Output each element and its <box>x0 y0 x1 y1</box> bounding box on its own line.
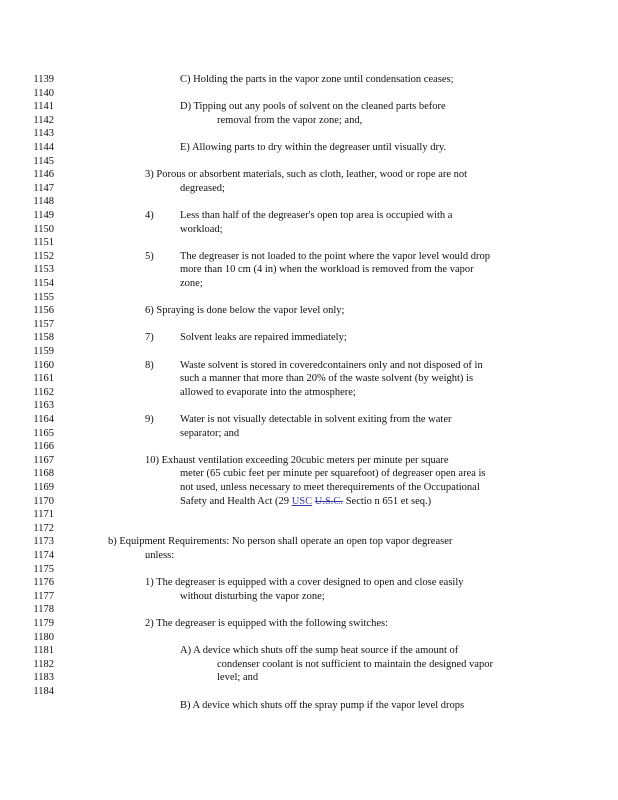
item-10-cont <box>180 495 431 508</box>
line-number: 1159 <box>33 346 54 357</box>
line-number: 1147 <box>33 182 54 194</box>
line-number: 1154 <box>33 278 54 289</box>
item-3: 3) Porous or absorbent materials, such as cloth, leather, wood or rope are not <box>145 169 468 181</box>
line-number: 1178 <box>33 604 54 616</box>
item-10-cont: meter (65 cubic feet per minute per squarefoot) of degreaser open area is <box>180 468 486 480</box>
item-4-number: 4) <box>145 210 154 221</box>
usc-inserted-text: USC <box>291 495 313 507</box>
line-number: 1151 <box>33 237 54 249</box>
item-4: Less than half of the degreaser's open top area is occupied with a <box>180 210 453 221</box>
line-number: 1174 <box>33 550 54 561</box>
line-number: 1165 <box>33 427 54 439</box>
line-number: 1177 <box>33 590 54 602</box>
line-number: 1179 <box>33 618 54 629</box>
item-9-number: 9) <box>145 414 154 425</box>
item-10-text: Sectio n 651 et seq.) <box>343 495 432 507</box>
paragraph-d-tipping: D) Tipping out any pools of solvent on the cleaned parts before <box>180 101 446 113</box>
line-number: 1173 <box>33 536 54 548</box>
item-9-cont: separator; and <box>180 427 240 439</box>
line-number: 1158 <box>33 332 54 344</box>
line-number: 1167 <box>33 454 54 466</box>
item-6: 6) Spraying is done below the vapor level only; <box>145 305 345 317</box>
line-number: 1161 <box>33 373 54 385</box>
item-8-cont: such a manner that more than 20% of the waste solvent (by weight) is <box>180 373 474 385</box>
line-number: 1183 <box>33 672 54 684</box>
equipment-item-1-cont: without disturbing the vapor zone; <box>180 590 325 602</box>
paragraph-e-allowing: E) Allowing parts to dry within the degreaser until visually dry. <box>180 142 447 153</box>
line-number: 1143 <box>33 128 54 140</box>
line-number: 1153 <box>33 264 54 276</box>
item-3-cont: degreased; <box>180 182 225 194</box>
item-10: 10) Exhaust ventilation exceeding 20cubic meters per minute per square <box>145 454 449 466</box>
equipment-item-1: 1) The degreaser is equipped with a cover designed to open and close easily <box>145 577 464 589</box>
section-b-cont: unless: <box>145 550 175 561</box>
item-8-cont: allowed to evaporate into the atmosphere; <box>180 386 356 398</box>
line-number: 1140 <box>33 87 54 99</box>
item-5-cont: more than 10 cm (4 in) when the workload is removed from the vapor <box>180 264 474 276</box>
line-number: 1171 <box>33 509 54 521</box>
equipment-item-2a: A) A device which shuts off the sump heat source if the amount of <box>180 645 459 657</box>
item-4-cont: workload; <box>180 223 223 235</box>
paragraph-c-holding: C) Holding the parts in the vapor zone until condensation ceases; <box>180 74 454 85</box>
equipment-item-2b: B) A device which shuts off the spray pump if the vapor level drops <box>180 699 465 711</box>
line-number: 1164 <box>33 414 54 425</box>
item-8: Waste solvent is stored in coveredcontainers only and not disposed of in <box>180 359 483 371</box>
line-number: 1163 <box>33 400 54 412</box>
line-number: 1145 <box>33 155 54 167</box>
line-number: 1170 <box>33 495 54 507</box>
line-number: 1160 <box>33 359 54 371</box>
item-5-cont: zone; <box>180 278 203 289</box>
line-number: 1181 <box>33 645 54 657</box>
item-7-number: 7) <box>145 332 154 344</box>
line-number: 1139 <box>33 74 54 85</box>
line-number: 1156 <box>33 305 54 317</box>
line-number: 1148 <box>33 196 54 208</box>
line-number: 1184 <box>33 686 54 697</box>
item-10-text: Safety and Health Act (29 <box>180 495 292 507</box>
item-5: The degreaser is not loaded to the point where the vapor level would drop <box>180 250 490 262</box>
line-number: 1152 <box>33 250 54 262</box>
line-number: 1144 <box>33 142 54 153</box>
paragraph-d-tipping-cont: removal from the vapor zone; and, <box>217 114 363 126</box>
item-8-number: 8) <box>145 359 154 371</box>
equipment-item-2: 2) The degreaser is equipped with the following switches: <box>145 618 388 629</box>
line-number: 1149 <box>33 210 54 221</box>
line-number: 1168 <box>33 468 54 480</box>
equipment-item-2a-cont: level; and <box>217 672 259 684</box>
item-9: Water is not visually detectable in solvent exiting from the water <box>180 414 452 425</box>
line-number: 1169 <box>33 482 54 493</box>
line-number: 1162 <box>33 386 54 398</box>
item-10-cont: not used, unless necessary to meet therequirements of the Occupational <box>180 482 480 493</box>
item-5-number: 5) <box>145 250 154 262</box>
line-number: 1180 <box>33 631 54 643</box>
section-b-heading: b) Equipment Requirements: No person shall operate an open top vapor degreaser <box>108 536 453 548</box>
line-number: 1172 <box>33 522 54 534</box>
line-number: 1175 <box>33 563 54 575</box>
item-7: Solvent leaks are repaired immediately; <box>180 332 347 344</box>
line-number: 1146 <box>33 169 54 181</box>
usc-struck-text: U.S.C. <box>314 495 344 507</box>
line-number: 1150 <box>33 223 54 235</box>
line-number: 1166 <box>33 441 54 453</box>
line-number: 1182 <box>33 658 54 670</box>
line-number: 1155 <box>33 291 54 303</box>
equipment-item-2a-cont: condenser coolant is not sufficient to maintain the designed vapor <box>217 658 493 670</box>
line-number: 1141 <box>33 101 54 113</box>
line-number: 1157 <box>33 318 54 330</box>
line-number: 1176 <box>33 577 54 589</box>
line-number: 1142 <box>33 114 54 126</box>
